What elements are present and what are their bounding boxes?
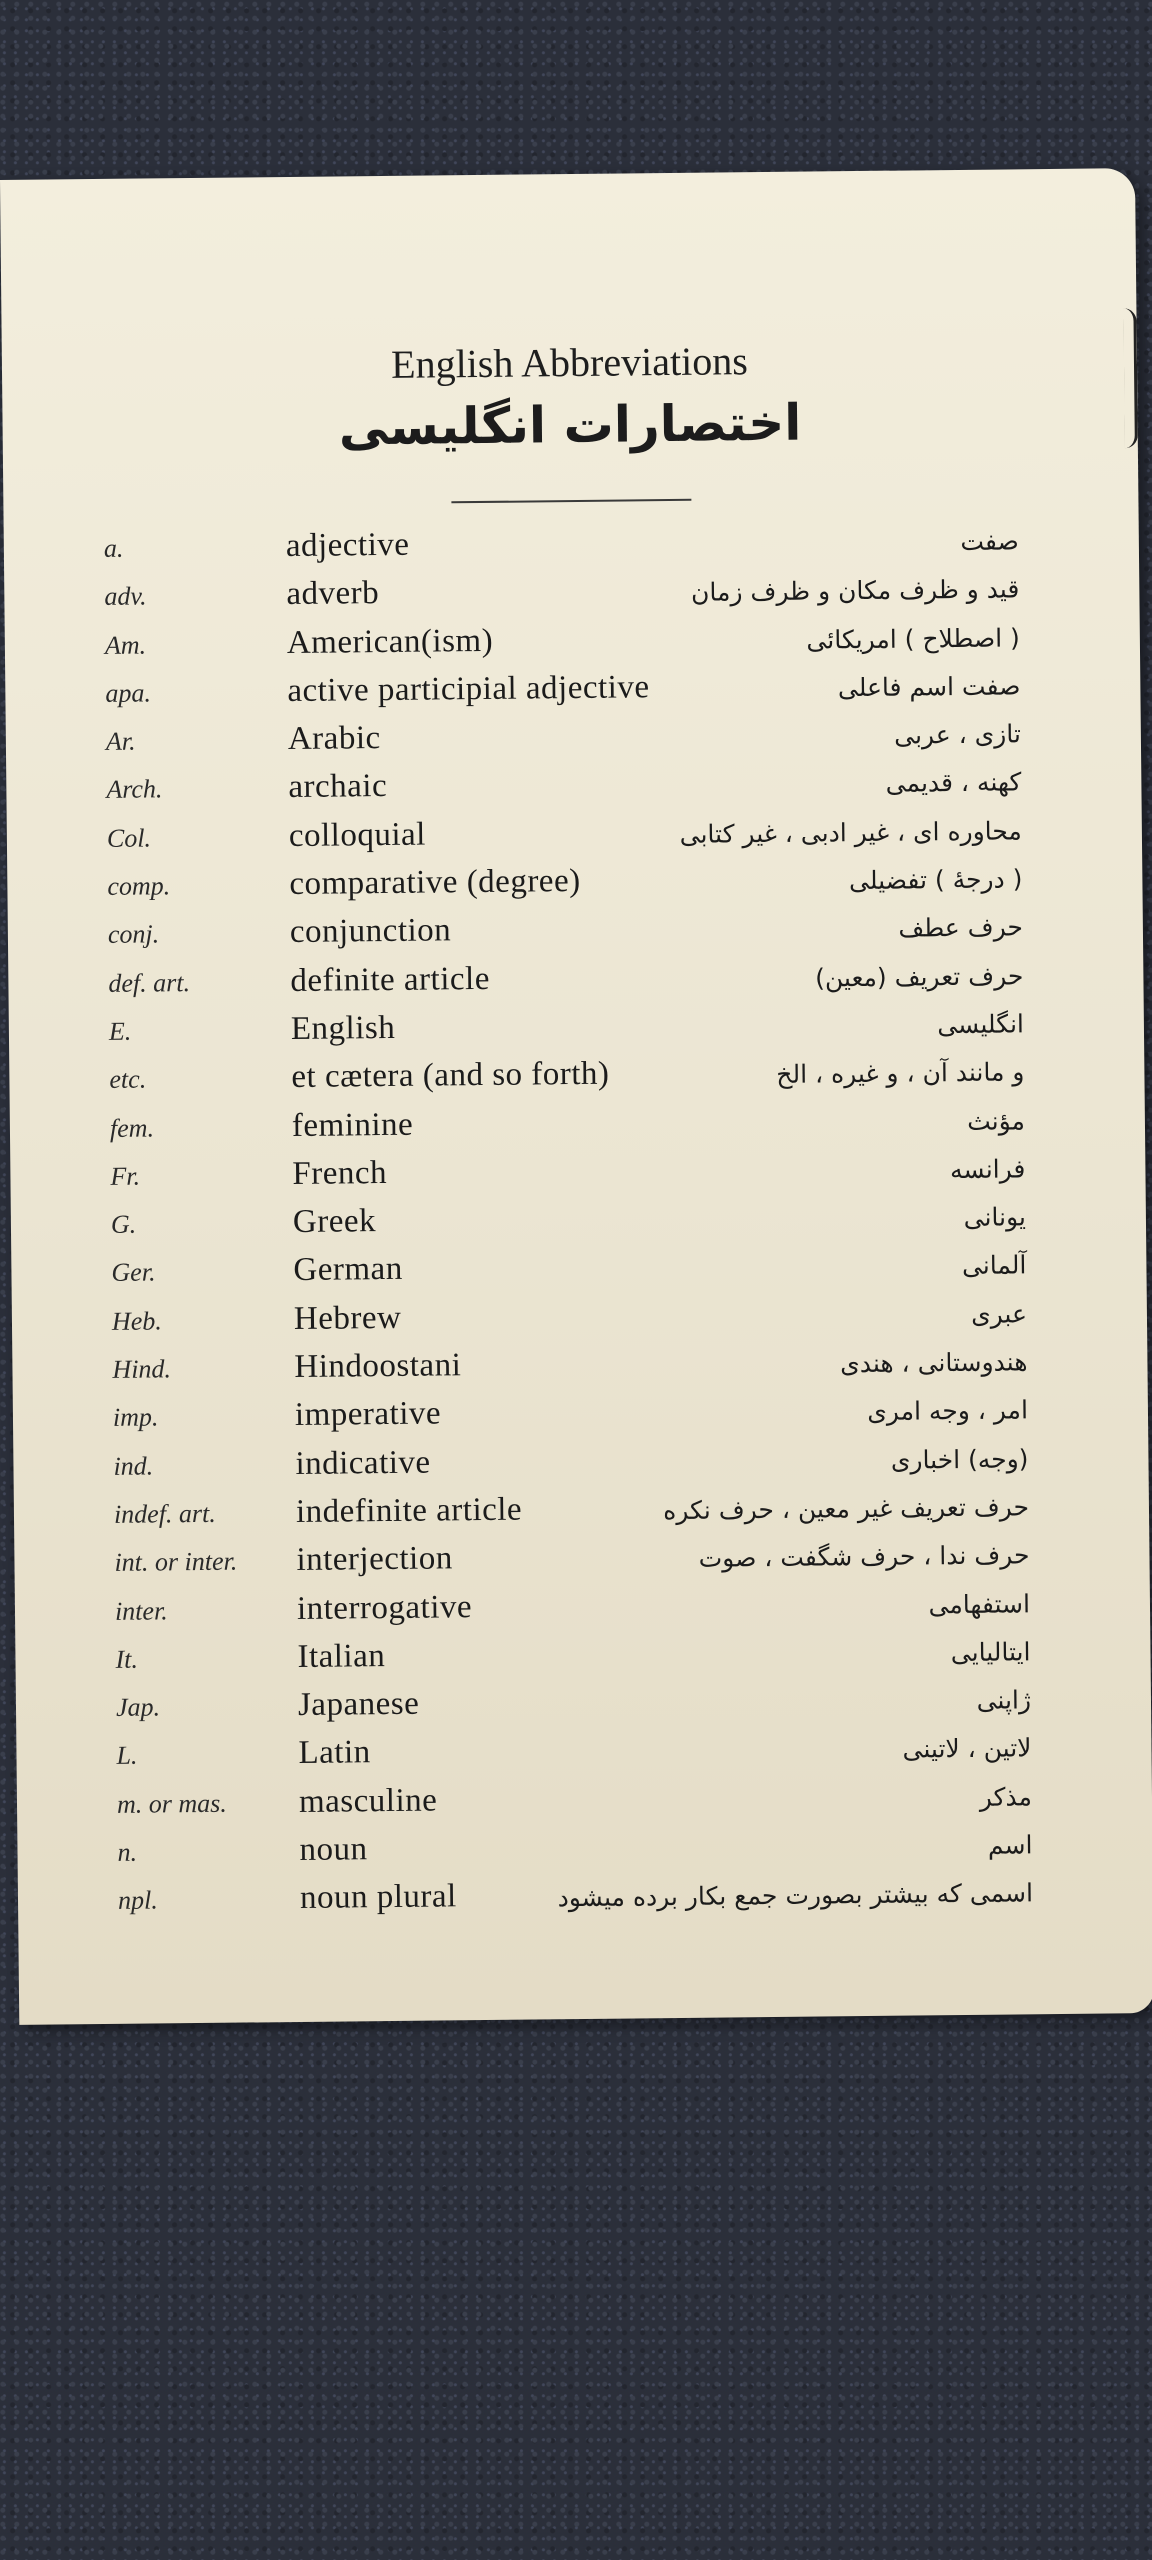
abbreviation-term: fem. (109, 1113, 155, 1143)
persian-meaning: حرف ندا ، حرف شگفت ، صوت (698, 1540, 1030, 1573)
persian-meaning: صفت اسم فاعلی (837, 671, 1021, 703)
english-meaning: Arabic (287, 720, 381, 758)
title-divider (451, 499, 691, 504)
persian-meaning: مذکر (979, 1782, 1033, 1812)
abbreviation-term: Heb. (111, 1306, 162, 1336)
persian-meaning: تازی ، عربی (894, 719, 1022, 750)
english-meaning: Hebrew (293, 1299, 402, 1337)
english-meaning: German (293, 1251, 403, 1289)
english-meaning: archaic (288, 768, 388, 806)
english-meaning: interjection (296, 1540, 453, 1579)
english-meaning: American(ism) (286, 622, 494, 661)
persian-meaning: آلمانی (961, 1250, 1027, 1281)
persian-meaning: ایتالیایی (950, 1637, 1031, 1667)
persian-meaning: حرف تعریف (معین) (814, 960, 1024, 993)
english-meaning: indicative (295, 1444, 431, 1482)
abbreviation-term: conj. (107, 919, 160, 950)
persian-meaning: لاتین ، لاتینی (902, 1733, 1032, 1765)
persian-meaning: اسمی که بیشتر بصورت جمع بکار برده میشود (557, 1878, 1034, 1913)
english-meaning: colloquial (288, 816, 427, 854)
page-title-english: English Abbreviations (390, 338, 748, 387)
abbreviation-term: Am. (104, 630, 147, 660)
english-meaning: feminine (291, 1106, 414, 1144)
english-meaning: Greek (292, 1203, 377, 1241)
persian-meaning: امر ، وجه امری (867, 1395, 1029, 1427)
abbreviation-term: n. (117, 1837, 138, 1867)
abbreviation-term: Ger. (111, 1257, 156, 1288)
abbreviation-term: Ar. (105, 726, 136, 757)
abbreviation-term: etc. (109, 1064, 147, 1095)
persian-meaning: ژاپنی (976, 1685, 1032, 1715)
abbreviation-term: Hind. (112, 1354, 172, 1384)
english-meaning: Hindoostani (294, 1347, 462, 1386)
abbreviation-term: Fr. (110, 1161, 141, 1191)
english-meaning: Japanese (297, 1685, 420, 1724)
persian-meaning: استفهامی (928, 1588, 1031, 1619)
abbreviation-term: indef. art. (113, 1498, 216, 1529)
english-meaning: definite article (290, 960, 491, 999)
page-title-persian: اختصارات انگلیسی (338, 393, 802, 457)
english-meaning: noun plural (299, 1878, 457, 1917)
english-meaning: adjective (285, 526, 410, 565)
english-meaning: adverb (286, 575, 380, 613)
persian-meaning: عبری (970, 1299, 1028, 1329)
persian-meaning: ( درجهٔ ) تفضیلی (848, 864, 1023, 896)
abbreviation-term: inter. (114, 1595, 168, 1626)
english-meaning: comparative (degree) (289, 863, 581, 903)
abbreviation-term: E. (108, 1016, 132, 1046)
english-meaning: French (292, 1154, 388, 1192)
abbreviation-term: m. or mas. (116, 1788, 227, 1819)
abbreviation-list (4, 523, 1152, 1935)
abbreviation-term: Col. (106, 823, 152, 853)
english-meaning: noun (299, 1831, 368, 1868)
abbreviation-term: imp. (112, 1402, 159, 1433)
abbreviation-term: Arch. (106, 774, 163, 805)
abbreviation-term: Jap. (115, 1692, 161, 1722)
persian-meaning: انگلیسی (937, 1009, 1025, 1040)
english-meaning: English (290, 1009, 396, 1047)
persian-meaning: کهنه ، قدیمی (885, 767, 1022, 799)
english-meaning: Latin (298, 1734, 371, 1772)
persian-meaning: (وجه) اخباری (890, 1443, 1029, 1475)
english-meaning: imperative (294, 1395, 442, 1434)
persian-meaning: فرانسه (949, 1154, 1026, 1184)
persian-meaning: محاوره ای ، غیر ادبی ، غیر کتابی (679, 816, 1023, 849)
english-meaning: conjunction (289, 912, 452, 951)
abbreviation-term: comp. (107, 871, 171, 901)
english-meaning: indefinite article (295, 1491, 523, 1530)
english-meaning: et cætera (and so forth) (291, 1055, 610, 1096)
english-meaning: masculine (298, 1782, 438, 1820)
english-meaning: Italian (297, 1637, 386, 1675)
abbreviation-term: def. art. (108, 967, 191, 998)
dictionary-page (0, 168, 1152, 2025)
english-meaning: active participial adjective (287, 669, 650, 709)
persian-meaning: هندوستانی ، هندی (840, 1347, 1028, 1379)
english-meaning: interrogative (296, 1588, 473, 1627)
persian-meaning: اسم (987, 1830, 1033, 1860)
abbreviation-term: It. (115, 1644, 139, 1674)
abbreviation-term: int. or inter. (114, 1546, 238, 1578)
abbreviation-term: npl. (117, 1885, 158, 1916)
persian-meaning: و مانند آن ، و غیره ، الخ (776, 1057, 1025, 1090)
abbreviation-term: G. (110, 1209, 137, 1240)
persian-meaning: حرف تعریف غیر معین ، حرف نکره (662, 1492, 1030, 1526)
persian-meaning: صفت (960, 526, 1019, 556)
abbreviation-term: a. (103, 533, 124, 563)
persian-meaning: یونانی (963, 1202, 1027, 1233)
persian-meaning: حرف عطف (898, 912, 1024, 944)
persian-meaning: قید و ظرف مکان و ظرف زمان (690, 574, 1020, 608)
abbreviation-term: L. (116, 1741, 138, 1771)
abbreviation-term: ind. (113, 1451, 154, 1481)
persian-meaning: ( اصطلاح ) امریکائی (806, 622, 1020, 655)
abbreviation-term: apa. (105, 678, 152, 708)
abbreviation-term: adv. (104, 581, 147, 612)
persian-meaning: مؤنث (966, 1105, 1026, 1136)
